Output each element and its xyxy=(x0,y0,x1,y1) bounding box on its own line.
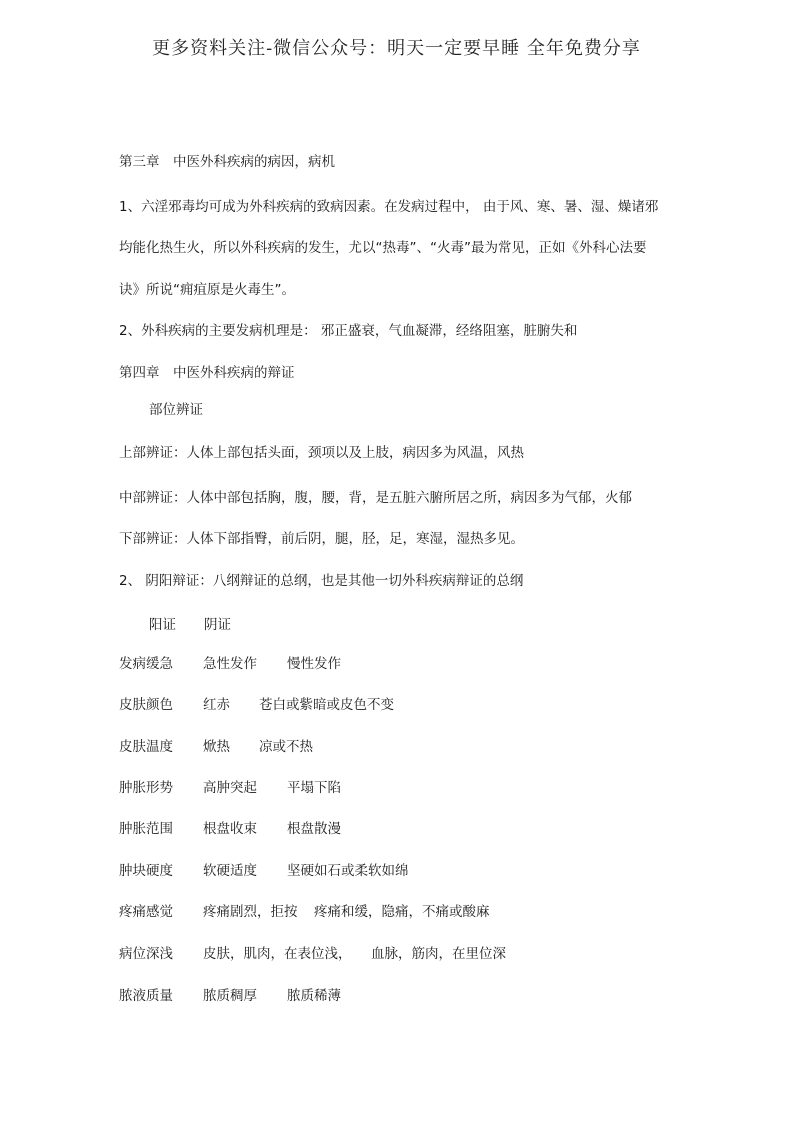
table-cell-yin: 平塌下陷 xyxy=(287,780,341,796)
table-row xyxy=(119,942,679,960)
table-cell-yang: 软硬适度 xyxy=(203,863,257,879)
paragraph-2: 2、外科疾病的主要发病机理是： 邪正盛衰，气血凝滞，经络阻塞，脏腑失和 xyxy=(119,323,578,339)
table-cell-label: 肿块硬度 xyxy=(119,863,173,879)
table-row xyxy=(119,735,679,753)
table-cell-label: 皮肤温度 xyxy=(119,739,173,755)
table-row xyxy=(119,776,679,794)
section-title: 部位辨证 xyxy=(149,402,203,418)
table-cell-yang: 皮肤，肌肉，在表位浅， xyxy=(203,946,352,962)
table-cell-label: 皮肤颜色 xyxy=(119,697,173,713)
page-header: 更多资料关注-微信公众号：明天一定要早睡 全年免费分享 xyxy=(152,38,641,59)
table-cell-yang: 脓质稠厚 xyxy=(203,988,257,1004)
table-cell-yin: 疼痛和缓，隐痛，不痛或酸麻 xyxy=(314,904,490,920)
paragraph-1-line-3: 诀》所说“痈疽原是火毒生”。 xyxy=(119,282,295,298)
table-cell-yin: 苍白或紫暗或皮色不变 xyxy=(259,697,394,713)
table-cell-yin: 血脉，筋肉，在里位深 xyxy=(371,946,506,962)
table-cell-yang: 红赤 xyxy=(203,697,230,713)
paragraph-1-line-1: 1、六淫邪毒均可成为外科疾病的致病因素。在发病过程中， 由于风、寒、暑、湿、燥诸邪 xyxy=(119,199,659,215)
header-yin: 阴证 xyxy=(204,617,231,633)
table-cell-yin: 根盘散漫 xyxy=(287,821,341,837)
table-cell-label: 发病缓急 xyxy=(119,656,173,672)
table-cell-label: 脓液质量 xyxy=(119,988,173,1004)
middle-part-text: 中部辨证：人体中部包括胸，腹，腰，背，是五脏六腑所居之所，病因多为气郁，火郁 xyxy=(119,490,632,506)
table-row xyxy=(119,859,679,877)
table-header-row xyxy=(119,613,679,631)
table-cell-label: 疼痛感觉 xyxy=(119,904,173,920)
upper-part-text: 上部辨证：人体上部包括头面，颈项以及上肢，病因多为风温，风热 xyxy=(119,445,524,461)
table-cell-yin: 凉或不热 xyxy=(259,739,313,755)
table-cell-yang: 焮热 xyxy=(203,739,230,755)
table-cell-yang: 根盘收束 xyxy=(203,821,257,837)
header-yang: 阳证 xyxy=(149,617,176,633)
table-row xyxy=(119,900,679,918)
table-row xyxy=(119,984,679,1002)
table-cell-label: 肿胀范围 xyxy=(119,821,173,837)
table-cell-yang: 疼痛剧烈，拒按 xyxy=(203,904,298,920)
paragraph-1-line-2: 均能化热生火，所以外科疾病的发生，尤以“热毒”、“火毒”最为常见，正如《外科心法要 xyxy=(119,240,647,256)
table-cell-yin: 脓质稀薄 xyxy=(287,988,341,1004)
table-cell-yin: 慢性发作 xyxy=(287,656,341,672)
table-row xyxy=(119,817,679,835)
table-cell-yang: 急性发作 xyxy=(203,656,257,672)
table-cell-yin: 坚硬如石或柔软如绵 xyxy=(287,863,409,879)
yin-yang-text: 2、 阴阳辩证：八纲辩证的总纲，也是其他一切外科疾病辩证的总纲 xyxy=(119,573,524,589)
table-cell-label: 肿胀形势 xyxy=(119,780,173,796)
chapter-4-title: 第四章 中医外科疾病的辩证 xyxy=(119,365,295,381)
chapter-3-title: 第三章 中医外科疾病的病因，病机 xyxy=(119,154,335,170)
table-cell-yang: 高肿突起 xyxy=(203,780,257,796)
table-row xyxy=(119,693,679,711)
lower-part-text: 下部辨证：人体下部指臀，前后阴，腿，胫，足，寒湿，湿热多见。 xyxy=(119,531,524,547)
table-row xyxy=(119,652,679,670)
table-cell-label: 病位深浅 xyxy=(119,946,173,962)
